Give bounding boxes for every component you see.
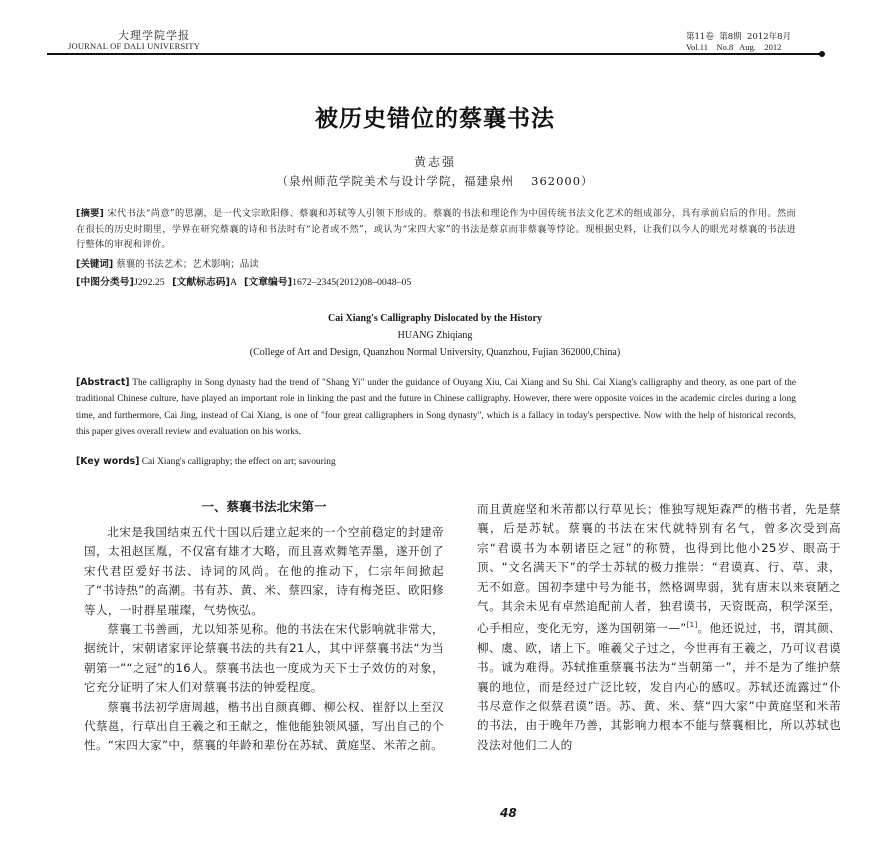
keywords-en-label: [Key words]	[76, 456, 140, 467]
header-rule	[47, 53, 822, 55]
abstract-cn	[76, 206, 796, 253]
abstract-cn-text: 宋代书法“尚意”的思潮，是一代文宗欧阳修、蔡襄和苏轼等人引领下形成的。蔡襄的书法和理论作为中国传统书法文化艺术的组成部分，具有承前启后的作用。然而在很长的历史时期里，学界在研究蔡襄的诗和书法时有“论者或不然”，或认为“宋四大家”的书法是蔡京而非蔡襄等悖论。现根据史料，让我们以今人的眼光对蔡襄的书法进行整体的审视和评价。	[76, 208, 796, 250]
issue-info-en: Vol.11 No.8 Aug. 2012	[686, 42, 782, 52]
abstract-en	[76, 375, 796, 440]
body-paragraph: 蔡襄工书善画，尤以知茶见称。他的书法在宋代影响就非常大，据统计，宋朝诸家评论蔡襄书法的共有21人，其中评蔡襄书法“为当朝第一”“之冠”的16人。蔡襄书法也一度成为天下士子效仿的对象，它充分证明了宋人们对蔡襄书法的钟爱程度。	[84, 622, 444, 695]
class-label: [中图分类号]	[76, 277, 134, 288]
keywords-cn-label: [关键词]	[76, 259, 114, 270]
body-column-right	[477, 500, 841, 755]
body-paragraph-continued	[477, 500, 841, 755]
classification-line	[76, 274, 411, 288]
keywords-en	[76, 456, 336, 467]
keywords-cn	[76, 256, 259, 270]
author-en: HUANG Zhiqiang	[397, 330, 473, 341]
page-number: 48	[500, 806, 517, 820]
abstract-en-text: The calligraphy in Song dynasty had the trend of "Shang Yi" under the guidance of Ouyang Xiu, Cai Xiang and Su Shi. Cai Xiang's calligraphy and theory, as one part of the traditional Chinese culture, have played an important role in linking the past and the future in Chinese calligraphy. However, there were opposite voices in the academic circles during a long time, and furthermore, Cai Jing, instead of Cai Xiang, is one of "four great calligraphers in Song dynasty", which is a fallacy in today's perspective. Now with the help of historical records, this paper gives overall review and evaluation on his works.	[76, 378, 796, 437]
article-title-en: Cai Xiang's Calligraphy Dislocated by the History	[328, 313, 542, 324]
body-column-left	[84, 523, 444, 756]
citation-ref[interactable]: [1]	[686, 621, 698, 630]
keywords-cn-text: 蔡襄的书法艺术；艺术影响；品读	[116, 259, 259, 270]
body-text: 而且黄庭坚和米芾都以行草见长；惟独写规矩森严的楷书者，先是蔡襄，后是苏轼。蔡襄的书法在宋代就特别有名气，曾多次受到高宗“君谟书为本朝诸臣之冠”的称赞，也得到比他小25岁、眼高于顶、“文名满天下”的学士苏轼的极力推崇：“君谟真、行、草、隶，无不如意。国初李建中号为能书，然格调卑弱，犹有唐末以来衰陋之气。其余未见有卓然追配前人者，独君谟书，天资既高，积学深至，心手相应，变化无穷，遂为国朝第一—”	[477, 502, 841, 636]
body-text: 。他还说过，书，谓其颜、柳、虞、欧，诸上下。唯羲父子过之，今世再有王羲之，乃可议君谟书。诚为难得。苏轼推重蔡襄书法为“当朝第一”，并不是为了维护蔡襄的地位，而是经过广泛比较，发自内心的感叹。苏轼还流露过“仆书尽意作之似蔡君谟”语。苏、黄、米、蔡“四大家”中黄庭坚和米芾的书法，由于晚年乃善，其影响力根本不能与蔡襄相比，所以苏轼也没法对他们二人的	[477, 621, 842, 752]
journal-name-cn: 大理学院学报	[118, 29, 190, 42]
body-paragraph: 蔡襄书法初学唐周越，楷书出自颜真卿、柳公权、崔舒以上至汉代蔡邕，行草出自王羲之和王献之，惟他能独领风骚，写出自己的个性。“宋四大家”中，蔡襄的年龄和辈份在苏轼、黄庭坚、米芾之前。	[84, 699, 444, 753]
issue-info-cn: 第11卷 第8期 2012年8月	[686, 32, 792, 42]
author-cn: 黄志强	[413, 155, 456, 169]
doc-code-value: A	[230, 277, 237, 288]
affiliation-cn: （泉州师范学院美术与设计学院，福建泉州 362000）	[276, 174, 594, 188]
body-paragraph: 北宋是我国结束五代十国以后建立起来的一个空前稳定的封建帝国，太祖赵匡胤，不仅富有雄才大略，而且喜欢舞笔弄墨，遂开创了宋代君臣爱好书法、诗词的风尚。在他的推动下，仁宗年间掀起了“书诗热”的高潮。书有苏、黄、米、蔡四家，诗有梅尧臣、欧阳修等人，一时群星璀璨，气势恢弘。	[84, 525, 444, 617]
journal-name-en: JOURNAL OF DALI UNIVERSITY	[68, 41, 201, 51]
section-heading: 一、蔡襄书法北宋第一	[201, 499, 327, 514]
header-rule-dot	[819, 51, 825, 57]
keywords-en-text: Cai Xiang's calligraphy; the effect on art; savouring	[141, 457, 336, 467]
doc-code-label: [文献标志码]	[172, 277, 231, 288]
affiliation-en: (College of Art and Design, Quanzhou Normal University, Quanzhou, Fujian 362000,China)	[249, 347, 621, 358]
abstract-en-label: [Abstract]	[76, 377, 130, 388]
class-value: J292.25	[133, 277, 165, 288]
article-no-value: 1672–2345(2012)08–0048–05	[292, 277, 412, 288]
abstract-cn-label: [摘要]	[76, 208, 105, 219]
article-no-label: [文章编号]	[243, 277, 293, 288]
article-title-cn: 被历史错位的蔡襄书法	[315, 106, 555, 132]
